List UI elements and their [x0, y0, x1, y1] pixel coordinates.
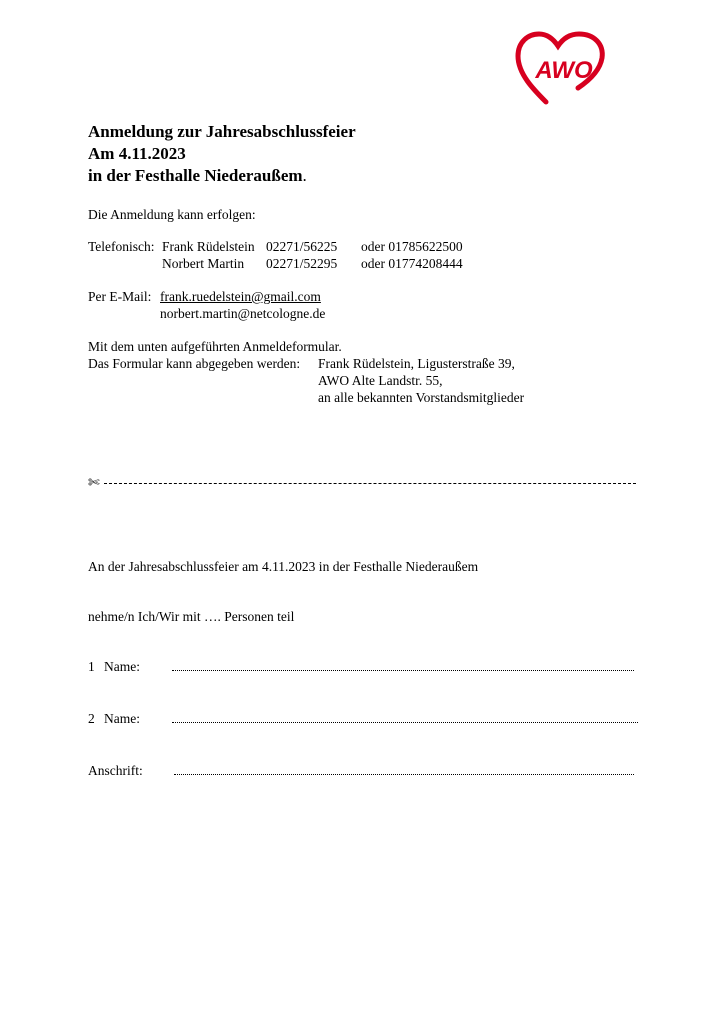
dashed-separator	[104, 483, 636, 484]
cut-line	[88, 475, 636, 491]
phone-label: Telefonisch:	[88, 239, 155, 254]
intro-text: Die Anmeldung kann erfolgen:	[88, 207, 256, 222]
logo-text: AWO	[535, 57, 593, 84]
name-2-field[interactable]	[172, 722, 638, 723]
field-2-number: 2	[88, 711, 95, 726]
field-1-number: 1	[88, 659, 95, 674]
title-line-2: Am 4.11.2023	[88, 144, 186, 163]
phone-contact-2-name: Norbert Martin	[162, 256, 245, 271]
awo-logo	[514, 30, 608, 106]
phone-contact-2-number: 02271/52295	[266, 256, 338, 271]
email-label: Per E-Mail:	[88, 289, 152, 304]
scissors-icon: ✄	[88, 475, 100, 491]
form-info-line-1: Mit dem unten aufgeführten Anmeldeformular.	[88, 339, 342, 354]
title-line-1: Anmeldung zur Jahresabschlussfeier	[88, 122, 356, 141]
title-line-3-text: in der Festhalle Niederaußem	[88, 166, 303, 185]
email-norbert: norbert.martin@netcologne.de	[160, 306, 326, 321]
field-1-label: Name:	[104, 659, 140, 674]
location-3: an alle bekannten Vorstandsmitglieder	[318, 390, 525, 405]
slip-line-2: nehme/n Ich/Wir mit …. Personen teil	[88, 609, 295, 624]
location-1: Frank Rüdelstein, Ligusterstraße 39,	[318, 356, 515, 371]
field-3-label: Anschrift:	[88, 763, 143, 778]
location-2: AWO Alte Landstr. 55,	[318, 373, 443, 388]
field-2-label: Name:	[104, 711, 140, 726]
title-line-3-dot: .	[302, 166, 307, 185]
address-field[interactable]	[174, 774, 634, 775]
phone-contact-1-name: Frank Rüdelstein	[162, 239, 255, 254]
slip-line-1: An der Jahresabschlussfeier am 4.11.2023 in der Festhalle Niederaußem	[88, 559, 479, 574]
title-line-3	[88, 166, 307, 186]
name-1-field[interactable]	[172, 670, 634, 671]
form-info-line-2: Das Formular kann abgegeben werden:	[88, 356, 301, 371]
phone-contact-2-alt: oder 01774208444	[361, 256, 463, 271]
phone-contact-1-alt: oder 01785622500	[361, 239, 463, 254]
email-link-frank[interactable]: frank.ruedelstein@gmail.com	[160, 289, 321, 304]
phone-contact-1-number: 02271/56225	[266, 239, 338, 254]
